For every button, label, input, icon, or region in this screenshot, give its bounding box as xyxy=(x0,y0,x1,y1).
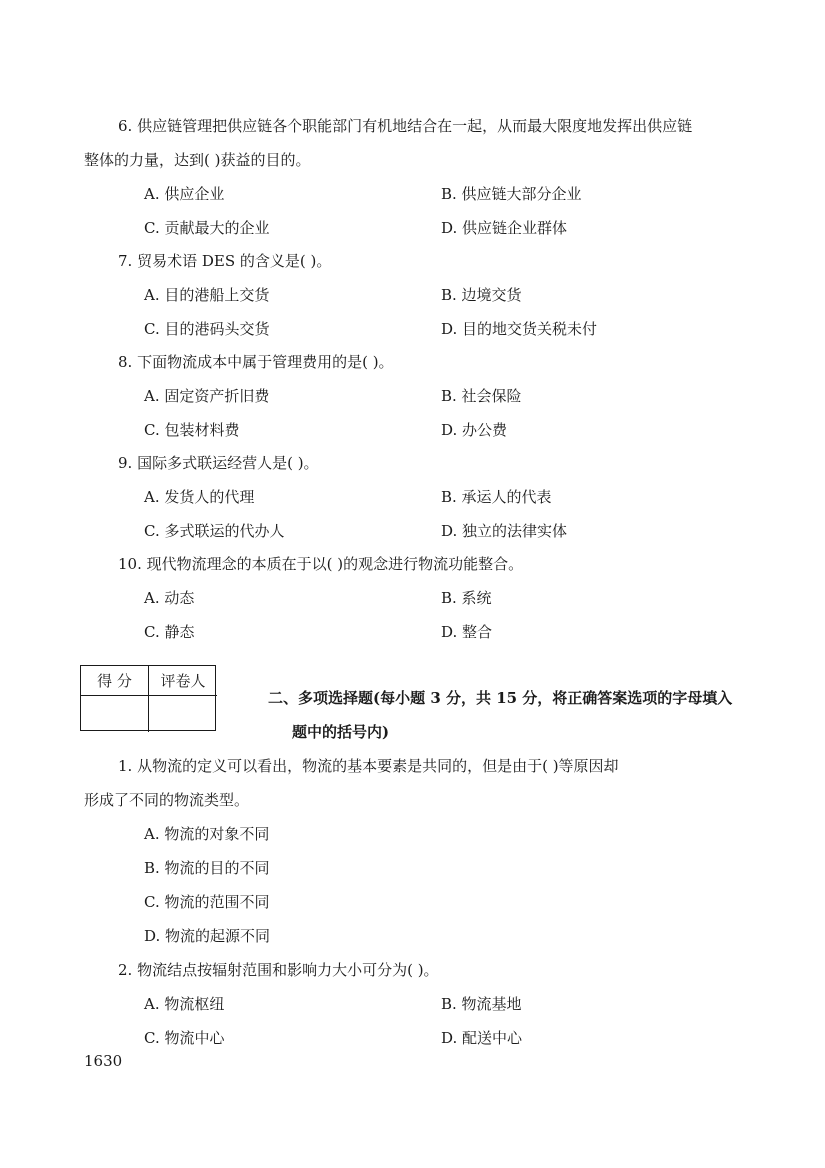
question-9-option-c: C. 多式联运的代办人 xyxy=(144,522,285,540)
section-2-title-cont: 题中的括号内) xyxy=(292,723,390,741)
page-number: 1630 xyxy=(84,1052,123,1070)
question-7-option-b: B. 边境交货 xyxy=(441,286,522,304)
multi-question-2-option-d: D. 配送中心 xyxy=(441,1029,523,1047)
score-cell xyxy=(81,696,149,732)
question-7-option-a: A. 目的港船上交货 xyxy=(144,286,270,304)
question-10-text: 10. 现代物流理念的本质在于以( )的观念进行物流功能整合。 xyxy=(118,555,524,573)
score-table xyxy=(80,665,216,731)
question-7-option-c: C. 目的港码头交货 xyxy=(144,320,270,338)
multi-question-1-text-cont: 形成了不同的物流类型。 xyxy=(84,791,250,809)
score-header: 得 分 xyxy=(81,666,149,696)
multi-question-1-option-c: C. 物流的范围不同 xyxy=(144,893,270,911)
question-7-text: 7. 贸易术语 DES 的含义是( )。 xyxy=(118,252,332,270)
question-10-option-a: A. 动态 xyxy=(144,589,195,607)
question-8-option-a: A. 固定资产折旧费 xyxy=(144,387,270,405)
question-7-option-d: D. 目的地交货关税未付 xyxy=(441,320,598,338)
multi-question-1-option-b: B. 物流的目的不同 xyxy=(144,859,270,877)
question-9-option-a: A. 发货人的代理 xyxy=(144,488,255,506)
question-6-option-d: D. 供应链企业群体 xyxy=(441,219,568,237)
question-8-option-d: D. 办公费 xyxy=(441,421,508,439)
grader-header: 评卷人 xyxy=(149,666,217,696)
multi-question-1-option-a: A. 物流的对象不同 xyxy=(144,825,270,843)
question-9-option-d: D. 独立的法律实体 xyxy=(441,522,568,540)
question-6-option-b: B. 供应链大部分企业 xyxy=(441,185,582,203)
question-9-option-b: B. 承运人的代表 xyxy=(441,488,552,506)
question-8-option-b: B. 社会保险 xyxy=(441,387,522,405)
question-6-option-c: C. 贡献最大的企业 xyxy=(144,219,270,237)
multi-question-1-option-d: D. 物流的起源不同 xyxy=(144,927,271,945)
multi-question-1-text: 1. 从物流的定义可以看出，物流的基本要素是共同的，但是由于( )等原因却 xyxy=(118,757,619,775)
question-6-text-cont: 整体的力量，达到( )获益的目的。 xyxy=(84,151,311,169)
question-9-text: 9. 国际多式联运经营人是( )。 xyxy=(118,454,319,472)
multi-question-2-text: 2. 物流结点按辐射范围和影响力大小可分为( )。 xyxy=(118,961,439,979)
multi-question-2-option-a: A. 物流枢纽 xyxy=(144,995,225,1013)
grader-cell xyxy=(149,696,217,732)
section-2-title: 二、多项选择题(每小题 3 分，共 15 分，将正确答案选项的字母填入 xyxy=(268,689,733,707)
question-8-text: 8. 下面物流成本中属于管理费用的是( )。 xyxy=(118,353,394,371)
question-6-text: 6. 供应链管理把供应链各个职能部门有机地结合在一起，从而最大限度地发挥出供应链 xyxy=(118,117,693,135)
question-10-option-d: D. 整合 xyxy=(441,623,493,641)
question-10-option-b: B. 系统 xyxy=(441,589,492,607)
multi-question-2-option-c: C. 物流中心 xyxy=(144,1029,225,1047)
question-6-option-a: A. 供应企业 xyxy=(144,185,225,203)
question-10-option-c: C. 静态 xyxy=(144,623,195,641)
multi-question-2-option-b: B. 物流基地 xyxy=(441,995,522,1013)
question-8-option-c: C. 包装材料费 xyxy=(144,421,240,439)
